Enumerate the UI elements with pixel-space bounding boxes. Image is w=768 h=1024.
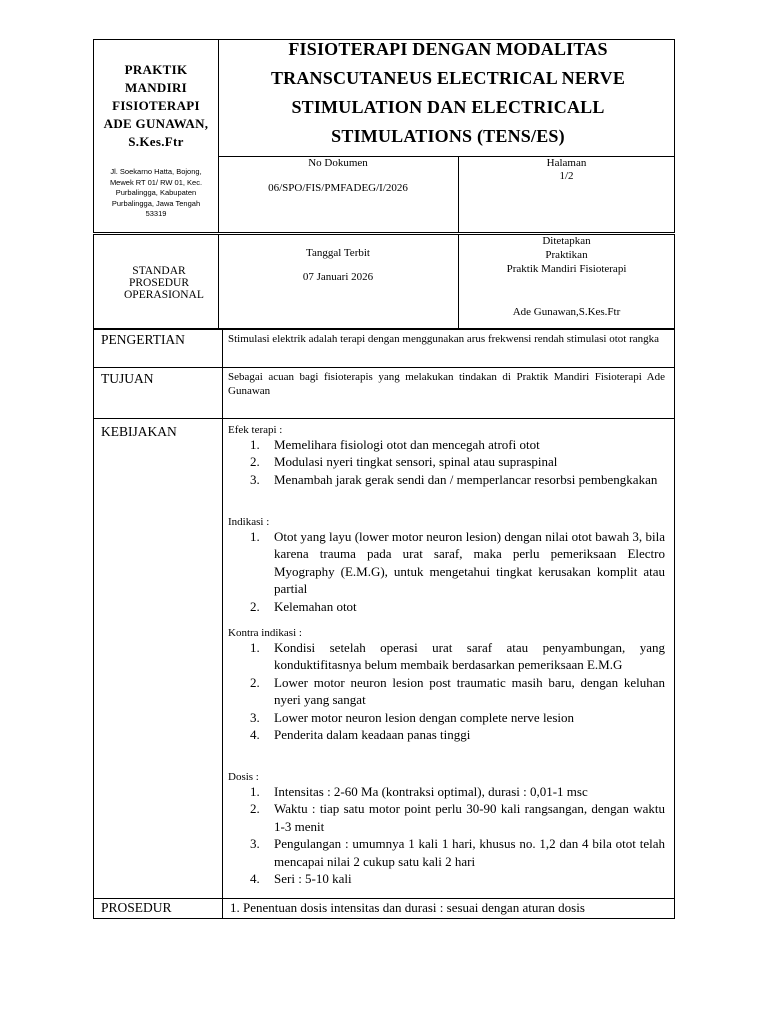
indikasi-list <box>230 528 665 615</box>
approved-role: Praktikan <box>545 249 588 261</box>
org-name: PRAKTIK MANDIRI FISIOTERAPI ADE GUNAWAN, S.Kes.Ftr <box>103 62 209 149</box>
page-value: 1/2 <box>559 170 574 182</box>
document-title: FISIOTERAPI DENGAN MODALITAS TRANSCUTANEUS ELECTRICAL NERVE STIMULATION DAN ELECTRICALL STIMULATIONS (TENS/ES) <box>270 39 626 146</box>
list-item: 3. Lower motor neuron lesion dengan complete nerve lesion <box>250 709 574 725</box>
approved-name: Ade Gunawan,S.Kes.Ftr <box>512 306 621 318</box>
pengertian-label: PENGERTIAN <box>101 332 185 347</box>
page-label: Halaman <box>546 157 587 169</box>
row-divider-tujuan <box>93 367 675 368</box>
list-item: 1. Memelihara fisiologi otot dan mencegah atrofi otot <box>250 437 540 452</box>
list-item: 4. Penderita dalam keadaan panas tinggi <box>250 727 471 743</box>
prosedur-label: PROSEDUR <box>101 900 172 915</box>
org-address: Jl. Soekarno Hatta, Bojong, Mewek RT 01/ RW 01, Kec. Purbalingga, Kabupaten Purbalingga, Jawa Tengah 53319 <box>109 167 203 218</box>
tujuan-label: TUJUAN <box>101 371 154 386</box>
list-item: 2. Modulasi nyeri tingkat sensori, spinal atau supraspinal <box>250 454 558 470</box>
doc-number: 06/SPO/FIS/PMFADEG/I/2026 <box>268 182 408 194</box>
list-item: 2. Lower motor neuron lesion post traumatic masih baru, dengan keluhan nyeri yang sangat <box>250 674 665 708</box>
prosedur-first-item: 1. Penentuan dosis intensitas dan durasi : sesuai dengan aturan dosis <box>230 900 585 915</box>
dosis-list <box>230 783 665 887</box>
issue-date-label: Tanggal Terbit <box>306 247 370 259</box>
doc-number-label: No Dokumen <box>308 157 368 169</box>
row-divider-kebijakan <box>93 418 675 419</box>
tujuan-text: Sebagai acuan bagi fisioterapis yang melakukan tindakan di Praktik Mandiri Fisioterapi Ade Gunawan <box>228 371 665 397</box>
list-item: 4. Seri : 5-10 kali <box>250 871 352 887</box>
approved-label: Ditetapkan <box>542 235 591 247</box>
list-item: 1. Intensitas : 2-60 Ma (kontraksi optimal), durasi : 0,01-1 msc <box>250 784 588 799</box>
row-divider-prosedur <box>93 898 675 899</box>
list-item: 3. Menambah jarak gerak sendi dan / memperlancar resorbsi pembengkakan <box>250 471 658 487</box>
kebijakan-label: KEBIJAKAN <box>101 424 177 439</box>
header-divider <box>218 39 219 233</box>
sop-label: STANDAR PROSEDUR OPERASIONAL <box>124 265 204 301</box>
list-item: 1. Otot yang layu (lower motor neuron lesion) dengan nilai otot bawah 3, bila karena trauma pada urat saraf, maka perlu pemeriksaan Electro Myography (E.M.G), untuk mengetahui tingkat kerusakan komplit atau partial <box>250 529 665 597</box>
approved-org: Praktik Mandiri Fisioterapi <box>506 263 627 275</box>
list-item: 2. Waktu : tiap satu motor point perlu 30-90 kali rangsangan, dengan waktu 1-3 menit <box>250 801 665 834</box>
issue-date: 07 Januari 2026 <box>302 271 374 283</box>
list-item: 1. Kondisi setelah operasi urat saraf atau penyambungan, yang konduktifitasnya belum membaik berdasarkan pemeriksaan E.M.G <box>250 640 665 673</box>
list-item: 3. Pengulangan : umumnya 1 kali 1 hari, khusus no. 1,2 dan 4 bila otot telah mencapai nilai 2 cukup satu kali 2 hari <box>250 836 665 869</box>
pengertian-text: Stimulasi elektrik adalah terapi dengan menggunakan arus frekwensi rendah stimulasi otot rangka <box>228 333 660 345</box>
dosis-label: Dosis : <box>228 771 259 783</box>
list-item: 2. Kelemahan otot <box>250 598 357 614</box>
efek-list <box>230 436 665 488</box>
kontra-label: Kontra indikasi : <box>228 627 302 639</box>
indikasi-label: Indikasi : <box>228 516 270 528</box>
efek-label: Efek terapi : <box>228 424 283 436</box>
kontra-list <box>230 639 665 743</box>
